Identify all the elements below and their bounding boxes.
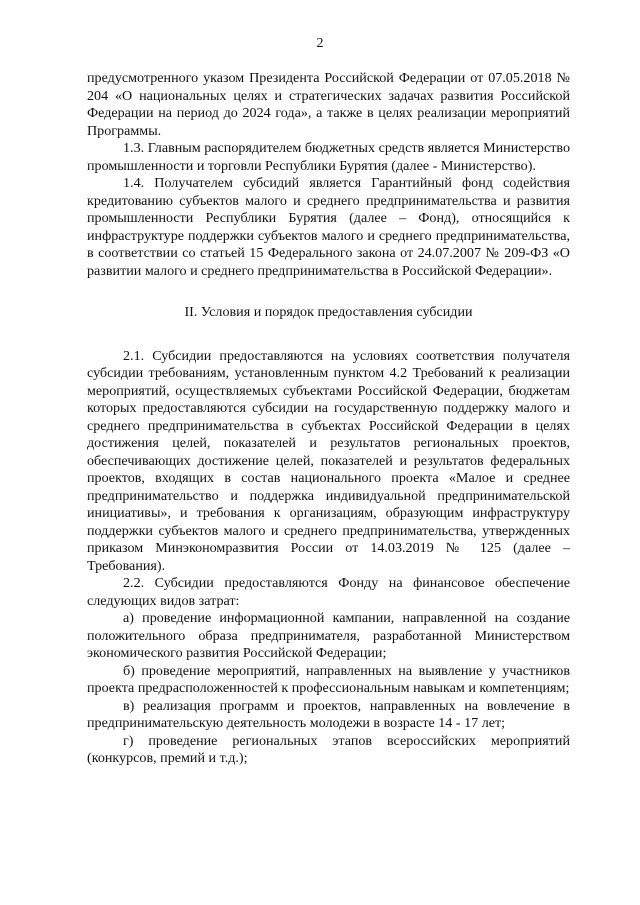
paragraph-clause-1-3: 1.3. Главным распорядителем бюджетных средств является Министерство промышленности и торговли Республики Бурятия (далее - Министерство). bbox=[87, 140, 570, 174]
document-body bbox=[87, 70, 570, 768]
paragraph-clause-2-1: 2.1. Субсидии предоставляются на условиях соответствия получателя субсидии требованиям, установленным пунктом 4.2 Требований к реализации мероприятий, осуществляемых субъектами Российской Федерации, бюджетам которых предоставляются субсидии на государственную поддержку малого и среднего предпринимательства в субъектах Российской Федерации в целях достижения целей, показателей и результатов региональных проектов, обеспечивающих достижение целей, показателей и результатов федеральных проектов, входящих в состав национального проекта «Малое и среднее предпринимательство и поддержка индивидуальной предпринимательской инициативы», и требования к организациям, образующим инфраструктуру поддержки субъектов малого и среднего предпринимательства, утвержденных приказом Минэкономразвития России от 14.03.2019 № 125 (далее – Требования). bbox=[87, 347, 570, 574]
section-heading: II. Условия и порядок предоставления субсидии bbox=[184, 304, 473, 320]
paragraph-intro-continuation: предусмотренного указом Президента Российской Федерации от 07.05.2018 № 204 «О национальных целях и стратегических задачах развития Российской Федерации на период до 2024 года», а также в целях реализации мероприятий Программы. bbox=[87, 70, 570, 139]
list-item-b: б) проведение мероприятий, направленных на выявление у участников проекта предрасположенностей к профессиональным навыкам и компетенциям; bbox=[87, 662, 570, 696]
list-item-a: а) проведение информационной кампании, направленной на создание положительного образа предпринимателя, разработанной Министерством экономического развития Российской Федерации; bbox=[87, 610, 570, 661]
paragraph-clause-1-4: 1.4. Получателем субсидий является Гарантийный фонд содействия кредитованию субъектов малого и среднего предпринимательства и развития промышленности Республики Бурятия (далее – Фонд), относящийся к инфраструктуре поддержки субъектов малого и среднего предпринимательства, в соответствии со статьей 15 Федерального закона от 24.07.2007 № 209-ФЗ «О развитии малого и среднего предпринимательства в Российской Федерации». bbox=[87, 175, 570, 279]
list-item-v: в) реализация программ и проектов, направленных на вовлечение в предпринимательскую деятельность молодежи в возрасте 14 - 17 лет; bbox=[87, 697, 570, 731]
page-number: 2 bbox=[316, 36, 324, 51]
paragraph-clause-2-2: 2.2. Субсидии предоставляются Фонду на финансовое обеспечение следующих видов затрат: bbox=[87, 575, 570, 609]
list-item-g: г) проведение региональных этапов всероссийских мероприятий (конкурсов, премий и т.д.); bbox=[87, 732, 570, 766]
